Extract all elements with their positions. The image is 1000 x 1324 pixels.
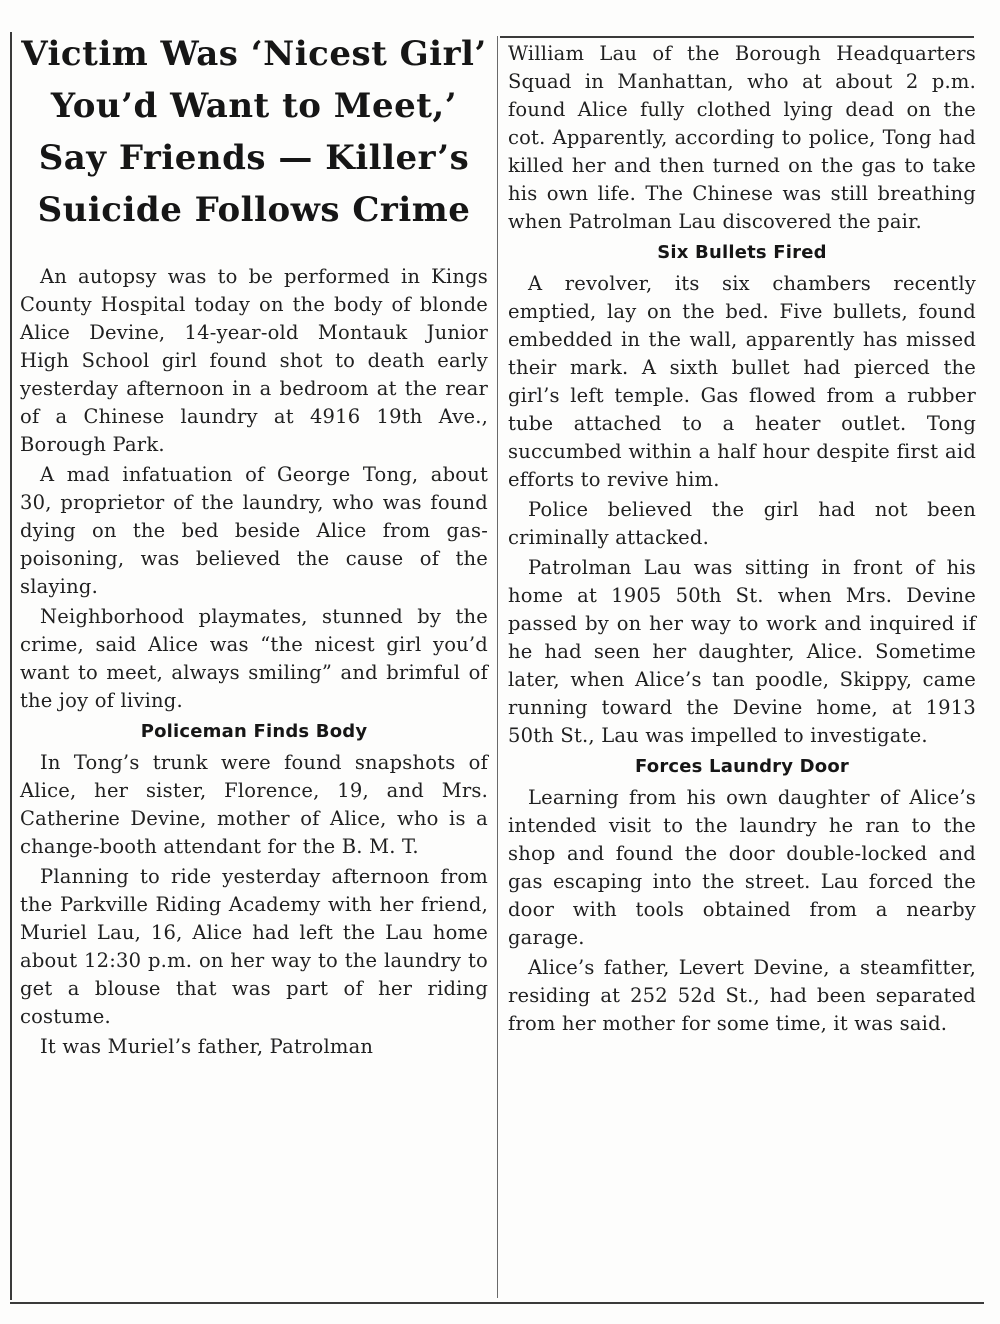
bottom-rule <box>10 1302 984 1304</box>
headline-line-4: Suicide Follows Crime <box>37 190 471 230</box>
paragraph: It was Muriel’s father, Patrolman <box>40 1035 374 1058</box>
subhead-policeman-finds-body: Policeman Finds Body <box>140 721 368 742</box>
left-border-rule <box>10 32 12 1300</box>
paragraph: Patrolman Lau was sitting in front of his home at 1905 50th St. when Mrs. Devine passed by on her way to work and inquired if he had seen her daughter, Alice. Sometime later, when Alice’s tan poodle, Skippy, came running toward the Devine home, at 1913 50th St., Lau was impelled to investigate. <box>508 556 976 747</box>
paragraph: William Lau of the Borough Headquarters Squad in Manhattan, who at about 2 p.m. found Alice fully clothed lying dead on the cot. Apparently, according to police, Tong had killed her and then turned on the gas to take his own life. The Chinese was still breathing when Patrolman Lau discovered the pair. <box>508 42 976 233</box>
paragraph: Neighborhood playmates, stunned by the crime, said Alice was “the nicest girl you’d want to meet, always smiling” and brimful of the joy of living. <box>20 605 488 712</box>
left-column <box>20 263 488 1063</box>
paragraph: An autopsy was to be performed in Kings County Hospital today on the body of blonde Alice Devine, 14-year-old Montauk Junior High School girl found shot to death early yesterday afternoon in a bedroom at the rear of a Chinese laundry at 4916 19th Ave., Borough Park. <box>20 265 488 456</box>
paragraph: Police believed the girl had not been criminally attacked. <box>508 498 976 549</box>
right-column <box>508 40 976 1040</box>
subhead-forces-laundry-door: Forces Laundry Door <box>634 756 850 777</box>
headline-line-1: Victim Was ‘Nicest Girl’ <box>21 34 487 74</box>
headline-line-3: Say Friends — Killer’s <box>38 138 470 178</box>
top-rule <box>500 36 974 38</box>
paragraph: In Tong’s trunk were found snapshots of Alice, her sister, Florence, 19, and Mrs. Catherine Devine, mother of Alice, who is a change-booth attendant for the B. M. T. <box>20 751 488 858</box>
paragraph: Planning to ride yesterday afternoon from the Parkville Riding Academy with her friend, Muriel Lau, 16, Alice had left the Lau home about 12:30 p.m. on her way to the laundry to get a blouse that was part of her riding costume. <box>20 865 488 1028</box>
paragraph: Learning from his own daughter of Alice’s intended visit to the laundry he ran to the shop and found the door double-locked and gas escaping into the street. Lau forced the door with tools obtained from a nearby garage. <box>508 786 976 949</box>
headline <box>20 28 488 236</box>
paragraph: Alice’s father, Levert Devine, a steamfitter, residing at 252 52d St., had been separated from her mother for some time, it was said. <box>508 956 976 1035</box>
paragraph: A revolver, its six chambers recently emptied, lay on the bed. Five bullets, found embedded in the wall, apparently has missed their mark. A sixth bullet had pierced the girl’s left temple. Gas flowed from a rubber tube attached to a heater outlet. Tong succumbed within a half hour despite first aid efforts to revive him. <box>508 272 976 491</box>
column-divider <box>497 36 498 1298</box>
subhead-six-bullets-fired: Six Bullets Fired <box>657 242 827 263</box>
paragraph: A mad infatuation of George Tong, about 30, proprietor of the laundry, who was found dying on the bed beside Alice from gas-poisoning, was believed the cause of the slaying. <box>20 463 488 598</box>
headline-line-2: You’d Want to Meet,’ <box>50 86 458 126</box>
